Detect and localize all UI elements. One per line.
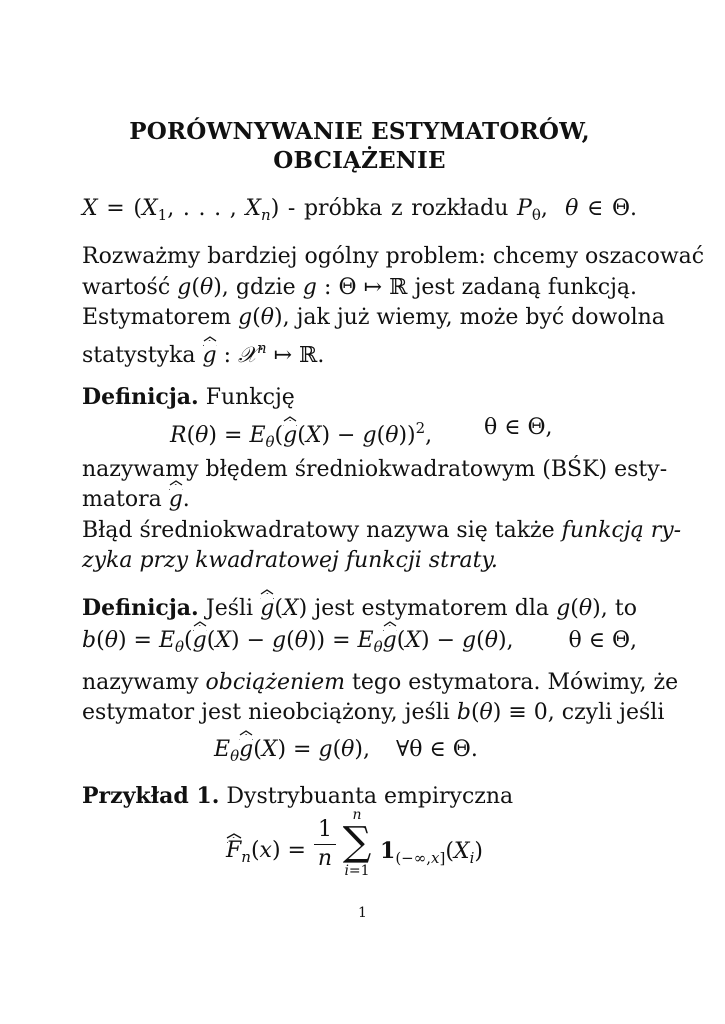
- definition-2-after-line1: nazywamy obciążeniem tego estymatora. Mówimy, że: [82, 670, 679, 695]
- title-line-1: PORÓWNYWANIE ESTYMATORÓW,: [129, 118, 590, 145]
- risk-line1: Błąd średniokwadratowy nazywa się także funkcją ry-: [82, 518, 682, 543]
- definition-1-after-line1: nazywamy błędem średniokwadratowym (BŚK) esty-: [82, 457, 668, 482]
- para1-line2: wartość g(θ), gdzie g : Θ ↦ ℝ jest zadaną funkcją.: [82, 275, 637, 300]
- definition-2-heading: Definicja. Jeśli g (X) jest estymatorem dla g(θ), to: [82, 593, 637, 624]
- para1-line1: Rozważmy bardziej ogólny problem: chcemy oszacować: [82, 244, 705, 269]
- ecdf-formula: F $_n$(x) = 1 n n ∑ i=1 $1_{(-\infty,x]}(X_i)$: [226, 807, 483, 879]
- sample-definition: $X = (X_1$, . . . , $X_n$) - próbka z rozkładu $P_\theta$, θ ∈ Θ.: [82, 196, 637, 224]
- definition-1-heading: Definicja. Funkcję: [82, 384, 295, 410]
- bias-formula: $b(\theta) = E_\theta(g$ $(X) - g(\theta)) = E_\theta g$ (X) − g(θ), θ ∈ Θ,: [82, 626, 637, 662]
- risk-line2: zyka przy kwadratowej funkcji straty.: [82, 548, 498, 573]
- title-line-2: OBCIĄŻENIE: [273, 147, 446, 174]
- example-1-heading: Przykład 1. Dystrybuanta empiryczna: [82, 783, 514, 809]
- definition-2-after-line2: estymator jest nieobciążony, jeśli b(θ) ≡ 0, czyli jeśli: [82, 700, 665, 725]
- mse-formula: $R(\theta) = E_\theta(g$ (X) − g(θ))$^2$, θ ∈ Θ,: [170, 415, 553, 451]
- para1-line3: Estymatorem g(θ), jak już wiemy, może być dowolna: [82, 305, 665, 330]
- page-number: 1: [358, 905, 367, 921]
- para1-line4: statystyka g : 𝒳$^n$ ↦ ℝ.: [82, 333, 637, 371]
- unbiased-formula: $E_\theta g$ (X) = g(θ), ∀θ ∈ Θ.: [214, 735, 614, 771]
- definition-1-after-line2: matora g .: [82, 485, 637, 515]
